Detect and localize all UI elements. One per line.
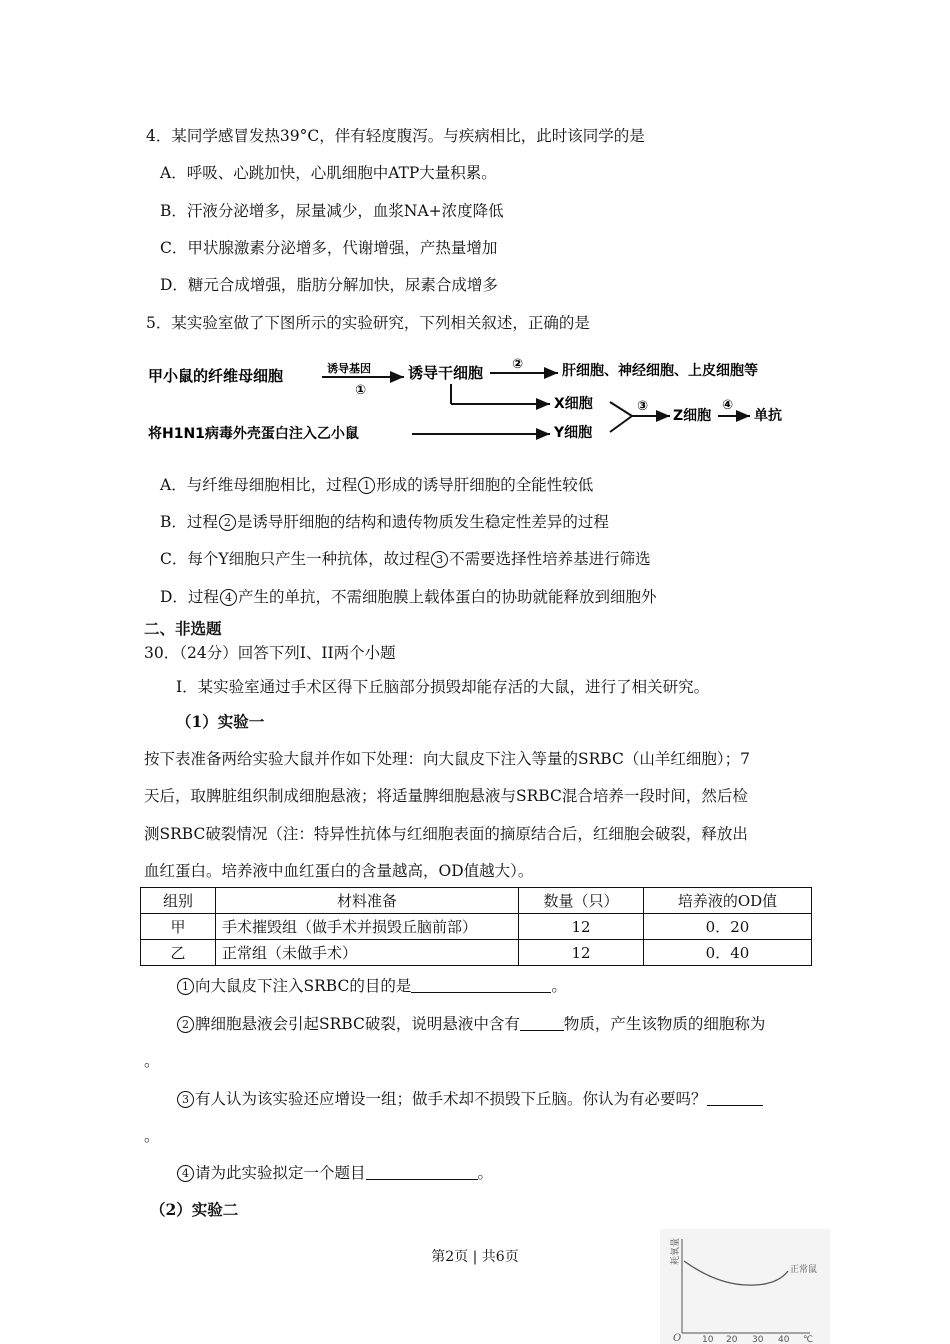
q30-intro: I．某实验室通过手术区得下丘脑部分损毁却能存活的大鼠，进行了相关研究。 <box>176 678 710 696</box>
table-cell: 乙 <box>141 940 216 966</box>
table-header: 组别 <box>141 888 216 914</box>
mini-chart-origin: O <box>673 1333 682 1344</box>
table-cell: 12 <box>519 914 644 940</box>
table-header: 培养液的OD值 <box>644 888 812 914</box>
q4-stem: 4．某同学感冒发热39°C，伴有轻度腹泻。与疾病相比，此时该同学的是 <box>146 127 645 145</box>
circled-number: 1 <box>177 978 194 995</box>
diagram-y-cell: Y细胞 <box>554 425 593 441</box>
q4-option-d: D．糖元合成增强，脂肪分解加快，尿素合成增多 <box>160 276 498 294</box>
sub-question-1: 1 向大鼠皮下注入SRBC的目的是 。 <box>176 974 567 996</box>
exp1-para-line: 血红蛋白。培养液中血红蛋白的含量越高，OD值越大）。 <box>144 862 534 880</box>
diagram-source1: 甲小鼠的纤维母细胞 <box>148 367 284 385</box>
exp1-title: （1）实验一 <box>176 712 265 731</box>
table-header-row <box>141 888 812 914</box>
sub-question-3-end: 。 <box>144 1127 160 1145</box>
diagram-source2: 将H1N1病毒外壳蛋白注入乙小鼠 <box>148 426 359 442</box>
mini-chart-tick: 10 <box>702 1335 714 1344</box>
circled-number: 4 <box>220 589 237 606</box>
diagram-stem-cell: 诱导干细胞 <box>408 364 484 382</box>
q5-option-a: A．与纤维母细胞相比，过程 1 形成的诱导肝细胞的全能性较低 <box>160 476 594 494</box>
exp1-para-line: 天后，取脾脏组织制成细胞悬液；将适量脾细胞悬液与SRBC混合培养一段时间，然后检 <box>144 787 748 805</box>
table-cell: 0．40 <box>644 940 812 966</box>
q4-option-a: A．呼吸、心跳加快，心肌细胞中ATP大量积累。 <box>160 164 497 182</box>
table-cell: 手术摧毁组（做手术并损毁丘脑前部） <box>216 914 519 940</box>
answer-blank[interactable] <box>411 978 551 993</box>
diagram-step3: ③ <box>637 399 649 414</box>
merge-line-top <box>610 402 632 416</box>
circled-number: 2 <box>219 514 236 531</box>
table-cell: 正常组（未做手术） <box>216 940 519 966</box>
table-cell: 0．20 <box>644 914 812 940</box>
q5-option-d: D．过程 4 产生的单抗，不需细胞膜上载体蛋白的协助就能释放到细胞外 <box>160 588 657 606</box>
q5-option-c: C．每个Y细胞只产生一种抗体，故过程 3 不需要选择性培养基进行筛选 <box>160 550 651 568</box>
circled-number: 3 <box>177 1091 194 1108</box>
diagram-induce-label: 诱导基因 <box>327 362 371 375</box>
diagram-products: 肝细胞、神经细胞、上皮细胞等 <box>562 363 758 379</box>
diagram-step2: ② <box>512 357 524 372</box>
sub-question-2: 2 脾细胞悬液会引起SRBC破裂，说明悬液中含有 物质，产生该物质的细胞称为 <box>176 1012 765 1034</box>
oxygen-consumption-chart <box>660 1229 830 1344</box>
mini-chart-tick: ℃ <box>803 1335 814 1344</box>
table-row <box>141 914 812 940</box>
table-header: 材料准备 <box>216 888 519 914</box>
q4-option-b: B．汗液分泌增多，尿量减少，血浆NA+浓度降低 <box>160 202 504 220</box>
table-row <box>141 940 812 966</box>
mini-chart-tick: 40 <box>778 1335 790 1344</box>
exp1-para-line: 按下表准备两给实验大鼠并作如下处理：向大鼠皮下注入等量的SRBC（山羊红细胞）；7 <box>144 750 750 768</box>
circled-number: 1 <box>358 477 375 494</box>
circled-number: 3 <box>431 551 448 568</box>
experiment-table <box>140 887 812 966</box>
mini-chart-tick: 20 <box>726 1335 738 1344</box>
diagram-x-cell: X细胞 <box>554 396 593 412</box>
circled-number: 4 <box>177 1165 194 1182</box>
experiment-flow-diagram <box>140 350 820 450</box>
table-cell: 甲 <box>141 914 216 940</box>
circled-number: 2 <box>177 1016 194 1033</box>
table-header: 数量（只） <box>519 888 644 914</box>
mini-chart-ylabel: 耗氧量 <box>671 1237 681 1265</box>
section-heading: 二、非选题 <box>144 619 222 638</box>
answer-blank[interactable] <box>366 1165 478 1180</box>
diagram-z-cell: Z细胞 <box>673 408 712 424</box>
sub-question-3: 3 有人认为该实验还应增设一组；做手术却不损毁下丘脑。你认为有必要吗？ <box>176 1087 763 1109</box>
diagram-mab: 单抗 <box>754 408 782 424</box>
diagram-step4: ④ <box>722 398 734 413</box>
sub-question-4: 4 请为此实验拟定一个题目 。 <box>176 1161 493 1183</box>
page-footer: 第2页 | 共6页 <box>431 1249 519 1265</box>
merge-line-bottom <box>610 416 632 432</box>
exp2-title: （2）实验二 <box>150 1200 239 1219</box>
mini-chart-tick: 30 <box>752 1335 764 1344</box>
table-cell: 12 <box>519 940 644 966</box>
answer-blank[interactable] <box>520 1016 564 1031</box>
diagram-step1: ① <box>355 383 367 398</box>
exp1-para-line: 测SRBC破裂情况（注：特异性抗体与红细胞表面的摘原结合后，红细胞会破裂，释放出 <box>144 825 748 843</box>
q4-option-c: C．甲状腺激素分泌增多，代谢增强，产热量增加 <box>160 239 498 257</box>
mini-chart-series-label: 正常鼠 <box>790 1265 818 1275</box>
answer-blank[interactable] <box>707 1091 763 1106</box>
q30-head: 30．（24分）回答下列I、II两个小题 <box>144 644 396 662</box>
q5-stem: 5．某实验室做了下图所示的实验研究，下列相关叙述，正确的是 <box>146 314 590 332</box>
q5-option-b: B．过程 2 是诱导肝细胞的结构和遗传物质发生稳定性差异的过程 <box>160 513 609 531</box>
sub-question-2-end: 。 <box>144 1052 160 1070</box>
